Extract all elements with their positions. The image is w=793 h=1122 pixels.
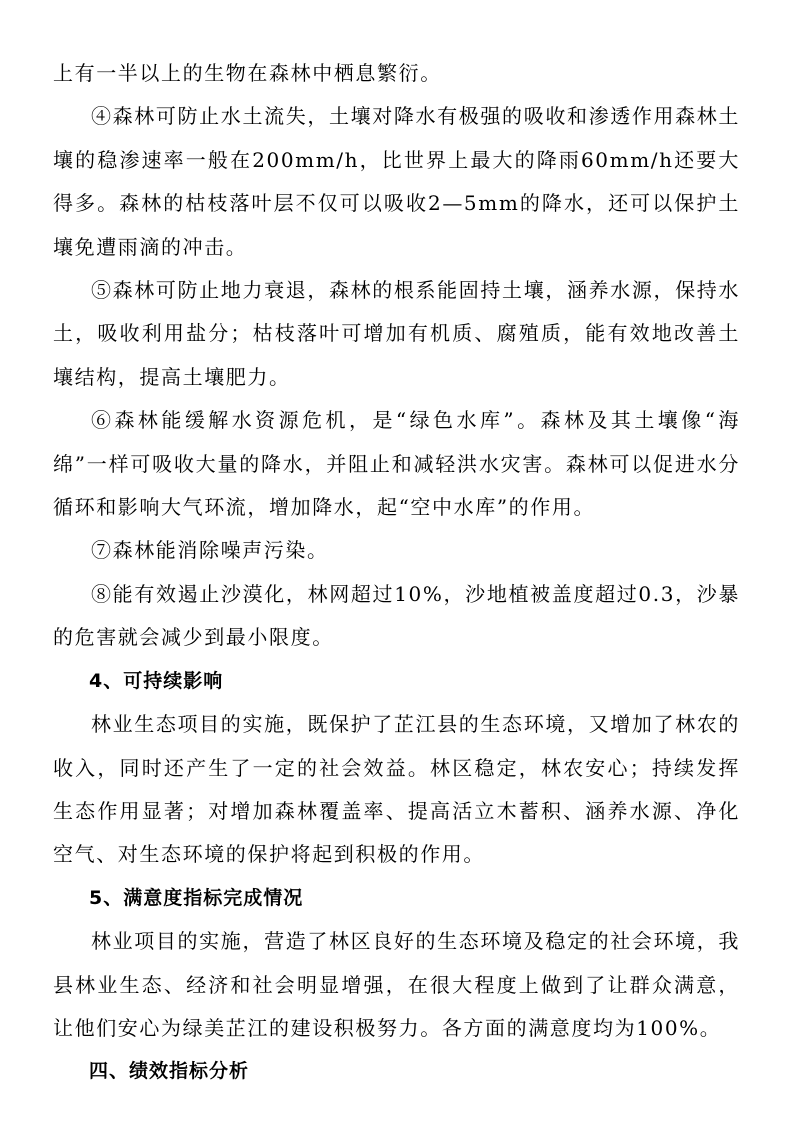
heading-satisfaction-indicators: 5、满意度指标完成情况 xyxy=(89,886,304,909)
paragraph-satisfaction: 林业项目的实施，营造了林区良好的生态环境及稳定的社会环境，我县林业生态、经济和社会明显增强，在很大程度上做到了让群众满意，让他们安心为绿美芷江的建设积极努力。各方面的满意度均为100%。 xyxy=(53,929,740,1040)
paragraph-desertification: ⑧能有效遏止沙漠化，林网超过10%，沙地植被盖度超过0.3，沙暴的危害就会减少到最小限度。 xyxy=(53,581,740,650)
heading-sustainable-impact: 4、可持续影响 xyxy=(89,669,224,692)
paragraph-soil-erosion: ④森林可防止水土流失，土壤对降水有极强的吸收和渗透作用森林土壤的稳渗速率一般在200mm/h，比世界上最大的降雨60mm/h还要大得多。森林的枯枝落叶层不仅可以吸收2—5mm的降水，还可以保护土壤免遭雨滴的冲击。 xyxy=(53,104,740,259)
paragraph-sustainable-impact: 林业生态项目的实施，既保护了芷江县的生态环境，又增加了林农的收入，同时还产生了一定的社会效益。林区稳定，林农安心；持续发挥生态作用显著；对增加森林覆盖率、提高活立木蓄积、涵养水源、净化空气、对生态环境的保护将起到积极的作用。 xyxy=(53,712,740,867)
paragraph-noise-pollution: ⑦森林能消除噪声污染。 xyxy=(91,538,329,563)
paragraph-soil-fertility: ⑤森林可防止地力衰退，森林的根系能固持土壤，涵养水源，保持水土，吸收利用盐分；枯枝落叶可增加有机质、腐殖质，能有效地改善土壤结构，提高土壤肥力。 xyxy=(53,278,740,389)
heading-performance-analysis: 四、绩效指标分析 xyxy=(89,1060,250,1083)
paragraph-biodiversity-end: 上有一半以上的生物在森林中栖息繁衍。 xyxy=(53,61,442,85)
paragraph-water-reservoir: ⑥森林能缓解水资源危机，是“绿色水库”。森林及其土壤像“海绵”一样可吸收大量的降水，并阻止和减轻洪水灾害。森林可以促进水分循环和影响大气环流，增加降水，起“空中水库”的作用。 xyxy=(53,408,740,520)
